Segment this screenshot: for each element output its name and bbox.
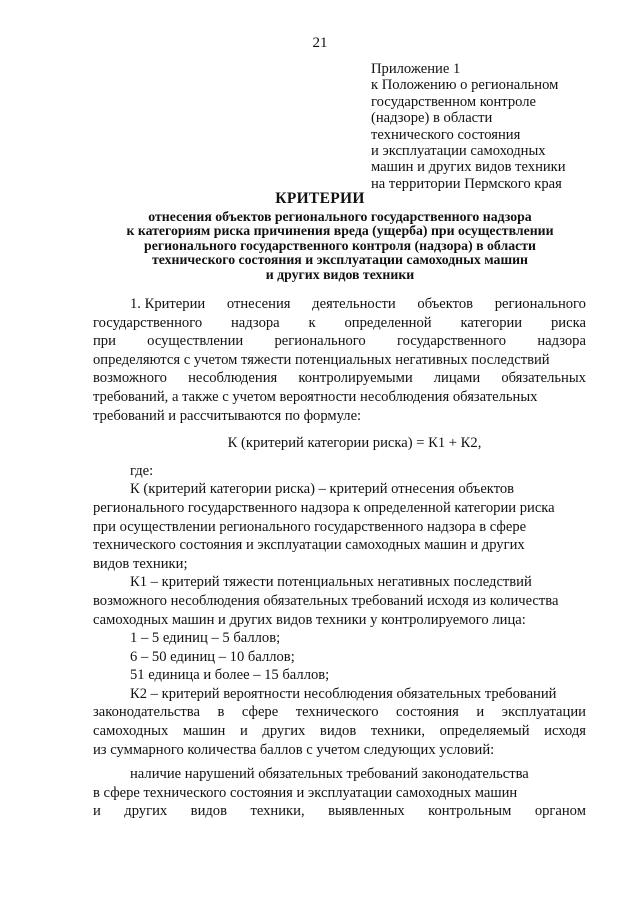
appendix-line: государственном контроле bbox=[371, 93, 536, 110]
appendix-line: (надзоре) в области bbox=[371, 110, 493, 127]
word: риска bbox=[551, 314, 586, 331]
word: машин bbox=[182, 723, 226, 740]
word: регионального bbox=[274, 333, 366, 350]
word: и bbox=[239, 723, 248, 740]
paragraph-1-line bbox=[93, 332, 586, 351]
line-text: требований, а также с учетом вероятности несоблюдения обязательных bbox=[93, 388, 538, 405]
word: самоходных bbox=[93, 723, 169, 740]
paragraph-1-line bbox=[93, 369, 586, 388]
word: техники, bbox=[250, 803, 305, 820]
line-text: при осуществлении регионального государственного надзора в сфере bbox=[93, 518, 527, 535]
subtitle-line: к категориям риска причинения вреда (ущерба) при осуществлении bbox=[126, 223, 554, 239]
word: контролируемыми bbox=[298, 370, 413, 387]
word: государственного bbox=[93, 314, 203, 331]
word: лицами bbox=[433, 370, 481, 387]
word: деятельности bbox=[312, 296, 396, 312]
paragraph-1-line bbox=[93, 295, 586, 314]
word: в bbox=[217, 704, 225, 721]
k-definition-line bbox=[93, 480, 586, 499]
word: к bbox=[308, 314, 316, 331]
word: видов bbox=[190, 803, 227, 820]
word: контрольным bbox=[428, 803, 512, 820]
violations-line bbox=[93, 765, 586, 784]
k2-definition-line: из суммарного количества баллов с учетом следующих условий: bbox=[93, 741, 495, 758]
word: выявленных bbox=[328, 803, 405, 820]
appendix-line: Приложение 1 bbox=[371, 61, 461, 77]
word: отнесения bbox=[226, 296, 291, 312]
document-title: КРИТЕРИИ bbox=[275, 190, 365, 207]
word: обязательных bbox=[501, 370, 586, 387]
line-text: К (критерий категории риска) – критерий отнесения объектов bbox=[130, 481, 515, 498]
word: государственного bbox=[396, 333, 507, 350]
word: и bbox=[476, 704, 485, 721]
word: видов bbox=[319, 723, 357, 740]
word: законодательства bbox=[93, 704, 200, 721]
k1-score-item: 1 – 5 единиц – 5 баллов; bbox=[130, 630, 281, 647]
line-text: возможного несоблюдения обязательных требований исходя из количества bbox=[93, 592, 559, 609]
line-text: К1 – критерий тяжести потенциальных негативных последствий bbox=[130, 574, 532, 591]
page-number: 21 bbox=[312, 35, 328, 51]
risk-formula: К (критерий категории риска) = К1 + К2, bbox=[227, 435, 482, 452]
k2-definition-line bbox=[93, 703, 586, 722]
word: технического bbox=[295, 704, 379, 721]
word: надзора bbox=[537, 333, 586, 350]
word: регионального bbox=[494, 296, 586, 312]
line-text: регионального государственного надзора к определенной категории риска bbox=[93, 499, 555, 516]
appendix-line: к Положению о региональном bbox=[371, 77, 559, 94]
line-text: в сфере технического состояния и эксплуатации самоходных машин bbox=[93, 784, 518, 801]
line-text: наличие нарушений обязательных требований законодательства bbox=[130, 766, 529, 783]
k1-score-item: 51 единица и более – 15 баллов; bbox=[130, 667, 330, 684]
k1-score-item: 6 – 50 единиц – 10 баллов; bbox=[130, 648, 295, 665]
subtitle-line: отнесения объектов регионального государственного надзора bbox=[148, 209, 532, 224]
word: исходя bbox=[544, 723, 586, 740]
k2-definition-line bbox=[93, 722, 586, 741]
line-text: К2 – критерий вероятности несоблюдения обязательных требований bbox=[130, 685, 557, 702]
word: объектов bbox=[417, 296, 474, 312]
paragraph-1-line: требований и рассчитываются по формуле: bbox=[93, 407, 362, 424]
paragraph-1-line bbox=[93, 351, 586, 370]
where-label: где: bbox=[130, 462, 154, 479]
appendix-line: и эксплуатации самоходных bbox=[371, 143, 546, 160]
k-definition-line: видов техники; bbox=[93, 555, 188, 572]
word: осуществлении bbox=[147, 333, 244, 350]
word: состояния bbox=[396, 704, 459, 721]
subtitle-line: регионального государственного контроля (надзора) в области bbox=[144, 237, 536, 253]
word: определяемый bbox=[439, 723, 530, 740]
word: надзора bbox=[231, 314, 280, 331]
violations-line bbox=[93, 802, 586, 821]
appendix-reference bbox=[371, 61, 631, 192]
word: возможного bbox=[93, 370, 167, 387]
word: техники, bbox=[370, 723, 425, 740]
k-definition-line bbox=[93, 518, 586, 537]
word: категории bbox=[460, 314, 523, 331]
word: несоблюдения bbox=[188, 370, 278, 387]
line-text: технического состояния и эксплуатации самоходных машин и других bbox=[93, 537, 525, 554]
word: определенной bbox=[344, 314, 432, 331]
document-body bbox=[93, 295, 586, 821]
k2-definition-line bbox=[93, 685, 586, 704]
word: сфере bbox=[241, 704, 279, 721]
paragraph-1-line bbox=[93, 314, 586, 333]
word: и bbox=[93, 803, 101, 820]
appendix-line: машин и других видов техники bbox=[371, 159, 566, 176]
appendix-line: на территории Пермского края bbox=[371, 175, 562, 192]
appendix-line: технического состояния bbox=[371, 126, 521, 143]
k1-definition-line bbox=[93, 573, 586, 592]
k1-definition-line bbox=[93, 592, 586, 611]
paragraph-1-line bbox=[93, 388, 586, 407]
document-subtitle bbox=[80, 210, 600, 282]
word: эксплуатации bbox=[501, 704, 586, 721]
subtitle-line: технического состояния и эксплуатации самоходных машин bbox=[151, 252, 529, 268]
k-definition-line bbox=[93, 499, 586, 518]
word: 1. Критерии bbox=[130, 296, 206, 312]
k1-definition-line: самоходных машин и других видов техники у контролируемого лица: bbox=[93, 611, 526, 628]
word: при bbox=[93, 333, 116, 350]
word: других bbox=[124, 803, 168, 820]
word: других bbox=[262, 723, 306, 740]
violations-line bbox=[93, 784, 586, 803]
k-definition-line bbox=[93, 536, 586, 555]
word: органом bbox=[534, 803, 586, 820]
subtitle-line: и других видов техники bbox=[265, 266, 415, 282]
line-text: определяются с учетом тяжести потенциальных негативных последствий bbox=[93, 351, 550, 368]
